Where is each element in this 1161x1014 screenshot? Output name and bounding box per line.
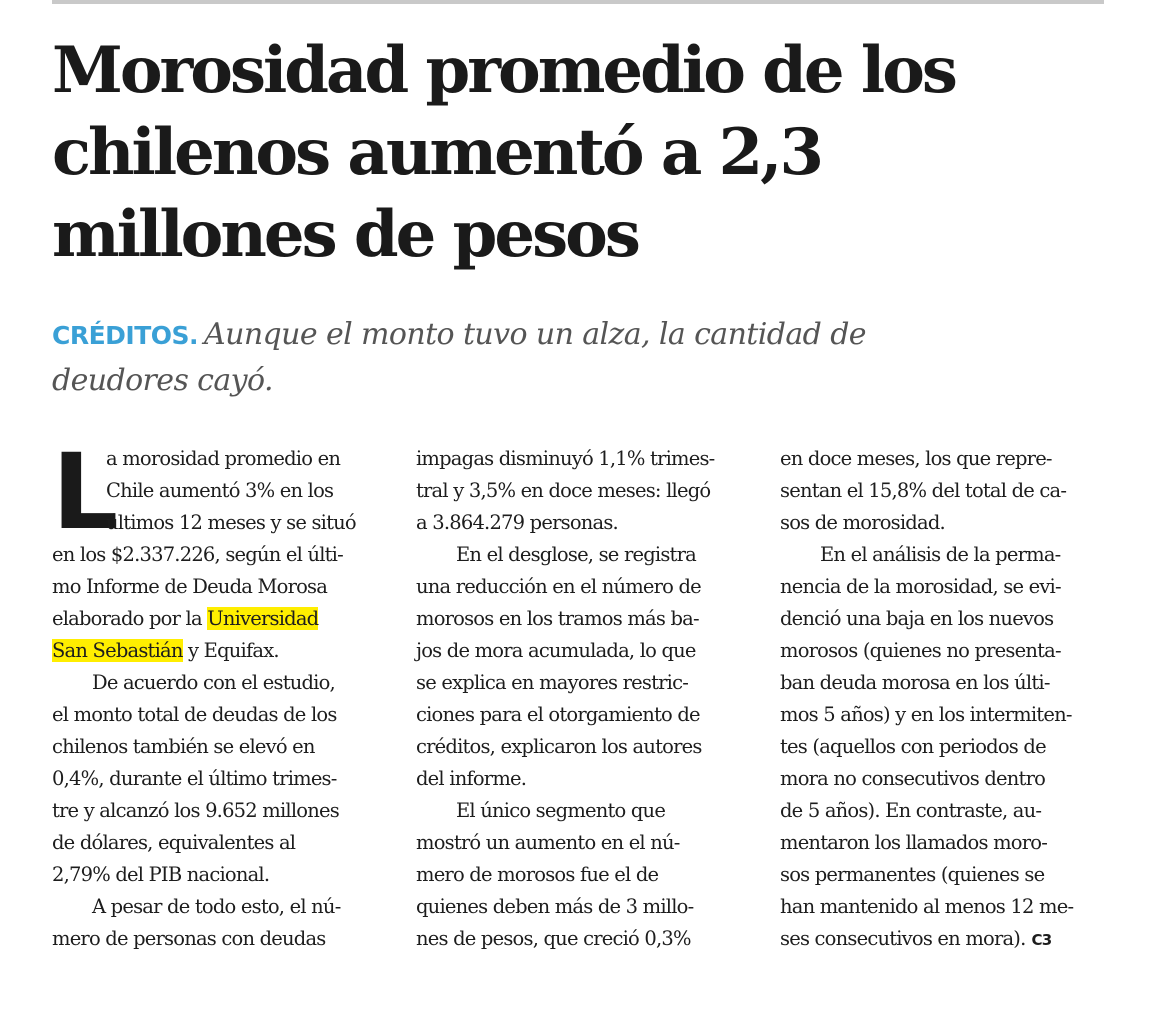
deck-line	[52, 312, 1112, 358]
body-line: sentan el 15,8% del total de ca-	[780, 479, 1067, 502]
body-line: mero de personas con deudas	[52, 927, 326, 950]
end-mark-icon: C3	[1031, 931, 1052, 949]
body-line: quienes deben más de 3 millo-	[416, 895, 694, 918]
body-line: el monto total de deudas de los	[52, 703, 337, 726]
body-line: En el análisis de la perma-	[820, 543, 1061, 566]
body-line: 2,79% del PIB nacional.	[52, 863, 270, 886]
body-line: Chile aumentó 3% en los	[106, 479, 334, 502]
body-line: han mantenido al menos 12 me-	[780, 895, 1074, 918]
body-line: de dólares, equivalentes al	[52, 831, 296, 854]
body-line: nes de pesos, que creció 0,3%	[416, 927, 691, 950]
kicker: CRÉDITOS.	[52, 321, 199, 350]
body-column-3	[780, 443, 1110, 955]
body-line: chilenos también se elevó en	[52, 735, 315, 758]
body-line: El único segmento que	[456, 799, 666, 822]
body-line: del informe.	[416, 767, 527, 790]
highlight-universidad[interactable]: Universidad	[207, 607, 319, 630]
body-line	[52, 603, 382, 635]
body-line: mostró un aumento en el nú-	[416, 831, 680, 854]
body-line: morosos (quienes no presenta-	[780, 639, 1061, 662]
body-line: tes (aquellos con periodos de	[780, 735, 1046, 758]
headline-line: Morosidad promedio de los	[52, 33, 955, 108]
body-line: tral y 3,5% en doce meses: llegó	[416, 479, 711, 502]
body-line: a 3.864.279 personas.	[416, 511, 618, 534]
body-line: en doce meses, los que repre-	[780, 447, 1052, 470]
text-run: la	[180, 607, 208, 630]
body-line: mora no consecutivos dentro	[780, 767, 1046, 790]
body-line: De acuerdo con el estudio,	[92, 671, 335, 694]
deck-line: deudores cayó.	[52, 363, 273, 398]
body-column-1	[52, 431, 382, 955]
body-column-2	[416, 443, 746, 955]
top-rule	[52, 0, 1104, 4]
body-line: mentaron los llamados moro-	[780, 831, 1047, 854]
headline	[52, 30, 1112, 276]
text-run: ses consecutivos en mora).	[780, 927, 1026, 950]
body-line: a morosidad promedio en	[106, 447, 341, 470]
highlight-san-sebastian[interactable]: San Sebastián	[52, 639, 183, 662]
deck	[52, 312, 1112, 403]
body-line: jos de mora acumulada, lo que	[416, 639, 696, 662]
body-line: tre y alcanzó los 9.652 millones	[52, 799, 339, 822]
body-line	[52, 571, 382, 603]
body-line: mos 5 años) y en los intermiten-	[780, 703, 1072, 726]
body-line: en los $2.337.226, según el últi-	[52, 543, 343, 566]
deck-text: Aunque el monto tuvo un alza, la cantidad de	[204, 317, 866, 352]
body-line: créditos, explicaron los autores	[416, 735, 702, 758]
link-elaborado-por[interactable]: elaborado por	[52, 607, 181, 630]
body-line: ciones para el otorgamiento de	[416, 703, 700, 726]
body-line: denció una baja en los nuevos	[780, 607, 1054, 630]
body-line: morosos en los tramos más ba-	[416, 607, 699, 630]
body-line: A pesar de todo esto, el nú-	[92, 895, 341, 918]
body-line: ban deuda morosa en los últi-	[780, 671, 1050, 694]
drop-cap: L	[52, 431, 119, 553]
headline-line: chilenos aumentó a 2,3	[52, 115, 821, 190]
text-run: y Equifax.	[182, 639, 279, 662]
body-line: últimos 12 meses y se situó	[106, 511, 356, 534]
body-line: impagas disminuyó 1,1% trimes-	[416, 447, 715, 470]
headline-line: millones de pesos	[52, 197, 638, 272]
body-line: mero de morosos fue el de	[416, 863, 659, 886]
body-line: sos de morosidad.	[780, 511, 945, 534]
body-line	[780, 923, 1110, 955]
body-line: sos permanentes (quienes se	[780, 863, 1045, 886]
body-line: nencia de la morosidad, se evi-	[780, 575, 1061, 598]
body-line: 0,4%, durante el último trimes-	[52, 767, 337, 790]
body-line: En el desglose, se registra	[456, 543, 696, 566]
body-line: una reducción en el número de	[416, 575, 701, 598]
text-run: mo Informe de	[52, 575, 193, 598]
body-line: de 5 años). En contraste, au-	[780, 799, 1042, 822]
body-line	[52, 635, 382, 667]
link-deuda-morosa[interactable]: Deuda Morosa	[192, 575, 328, 598]
body-line: se explica en mayores restric-	[416, 671, 688, 694]
